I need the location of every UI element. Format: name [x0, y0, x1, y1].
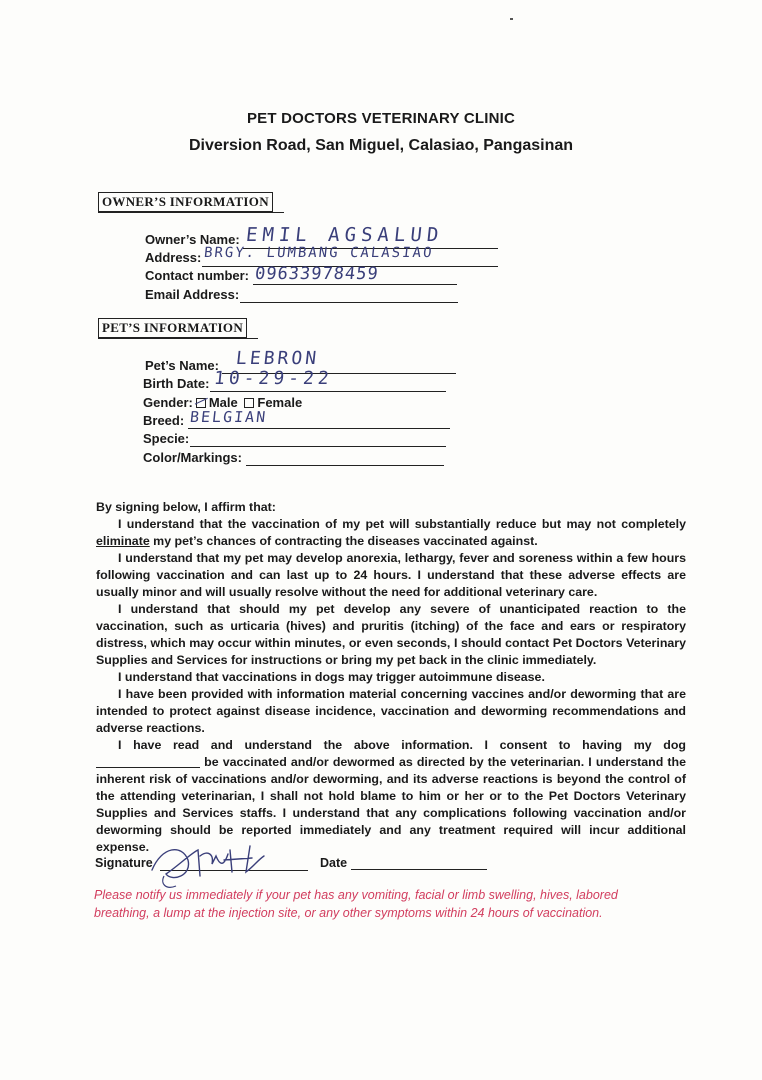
owner-name-label: Owner’s Name:: [145, 232, 240, 247]
pet-specie-field[interactable]: [190, 446, 446, 447]
consent-paragraph: [96, 516, 686, 550]
scan-speck: [510, 18, 513, 20]
dog-name-field[interactable]: [96, 755, 200, 768]
owner-contact-label: Contact number:: [145, 268, 249, 283]
gender-female-label: Female: [257, 395, 303, 410]
consent-p1-text: I understand that the vaccination of my pet will substantially reduce but may not completely: [118, 517, 686, 531]
section-divider: [98, 338, 258, 339]
notice-text: Please notify us immediately if your pet has any vomiting, facial or limb swelling, hives, labored breathing, a lump at the injection site, or any other symptoms within 24 hours of vaccination.: [94, 888, 618, 920]
owner-address-field[interactable]: BRGY. LUMBANG CALASIAO: [203, 245, 435, 261]
pet-birth-line: [210, 391, 446, 392]
signature-label: Signature: [95, 856, 153, 870]
pet-color-label: Color/Markings:: [143, 450, 242, 465]
pet-breed-label: Breed:: [143, 413, 185, 428]
pet-birth-field[interactable]: 10-29-22: [212, 368, 334, 389]
pet-name-label: Pet’s Name:: [145, 358, 219, 373]
owner-name-field[interactable]: EMIL AGSALUD: [244, 224, 445, 246]
consent-paragraph: I have been provided with information material concerning vaccines and/or deworming that are intended to protect against disease incidence, vaccination and deworming recommendations and adverse reactions.: [96, 687, 686, 735]
section-divider: [98, 212, 284, 213]
consent-p6-text: I have read and understand the above information. I consent to having my dog: [118, 738, 686, 752]
consent-underlined-word: eliminate: [96, 534, 150, 548]
owner-section-title: OWNER’S INFORMATION: [98, 192, 273, 212]
gender-male-checkbox[interactable]: [196, 398, 206, 408]
gender-female-checkbox[interactable]: [244, 398, 254, 408]
pet-gender-label: Gender:: [143, 395, 193, 410]
clinic-name: PET DOCTORS VETERINARY CLINIC: [246, 110, 516, 127]
pet-specie-label: Specie:: [143, 431, 190, 446]
handwritten-signature: [142, 836, 272, 892]
date-label: Date: [320, 856, 348, 870]
pet-birth-label: Birth Date:: [143, 376, 210, 391]
consent-intro: By signing below, I affirm that:: [96, 500, 276, 514]
date-field[interactable]: [351, 869, 487, 870]
pet-breed-line: [188, 428, 450, 429]
owner-email-label: Email Address:: [145, 287, 240, 302]
consent-p1-text: my pet’s chances of contracting the diseases vaccinated against.: [153, 534, 538, 548]
gender-male-label: Male: [208, 395, 238, 410]
owner-address-label: Address:: [145, 250, 202, 265]
consent-p6-text: be vaccinated and/or dewormed as directed by the veterinarian. I understand the inherent risk of vaccinations and/or deworming, and its adverse reactions is beyond the control of the attending veterinarian, I shall not hold blame to him or her or to the Pet Doctors Veterinary Supplies and Services staffs. I understand that any complications following vaccination and/or deworming should be reported immediately and any treatment required will incur additional expense.: [96, 755, 686, 854]
pet-section-title: PET’S INFORMATION: [98, 318, 247, 338]
consent-paragraph: I understand that should my pet develop any severe of unanticipated reaction to the vaccination, such as urticaria (hives) and pruritis (itching) of the face and ears or respiratory distress, which may occur within minutes, or even seconds, I should contact Pet Doctors Veterinary Supplies and Services for instructions or bring my pet back in the clinic immediately.: [96, 602, 686, 667]
pet-name-field[interactable]: LEBRON: [234, 348, 321, 369]
consent-paragraph: I understand that my pet may develop anorexia, lethargy, fever and soreness within a few hours following vaccination and can last up to 24 hours. I understand that these adverse effects are usually minor and will usually resolve without the need for additional veterinary care.: [96, 551, 686, 599]
pet-color-field[interactable]: [246, 465, 444, 466]
owner-contact-line: [253, 284, 457, 285]
clinic-address: Diversion Road, San Miguel, Calasiao, Pangasinan: [188, 137, 574, 154]
pet-breed-field[interactable]: BELGIAN: [189, 408, 269, 426]
owner-contact-field[interactable]: 09633978459: [253, 264, 380, 284]
owner-email-field[interactable]: [240, 302, 458, 303]
consent-text: [96, 499, 686, 856]
consent-paragraph: I understand that vaccinations in dogs may trigger autoimmune disease.: [118, 670, 545, 684]
